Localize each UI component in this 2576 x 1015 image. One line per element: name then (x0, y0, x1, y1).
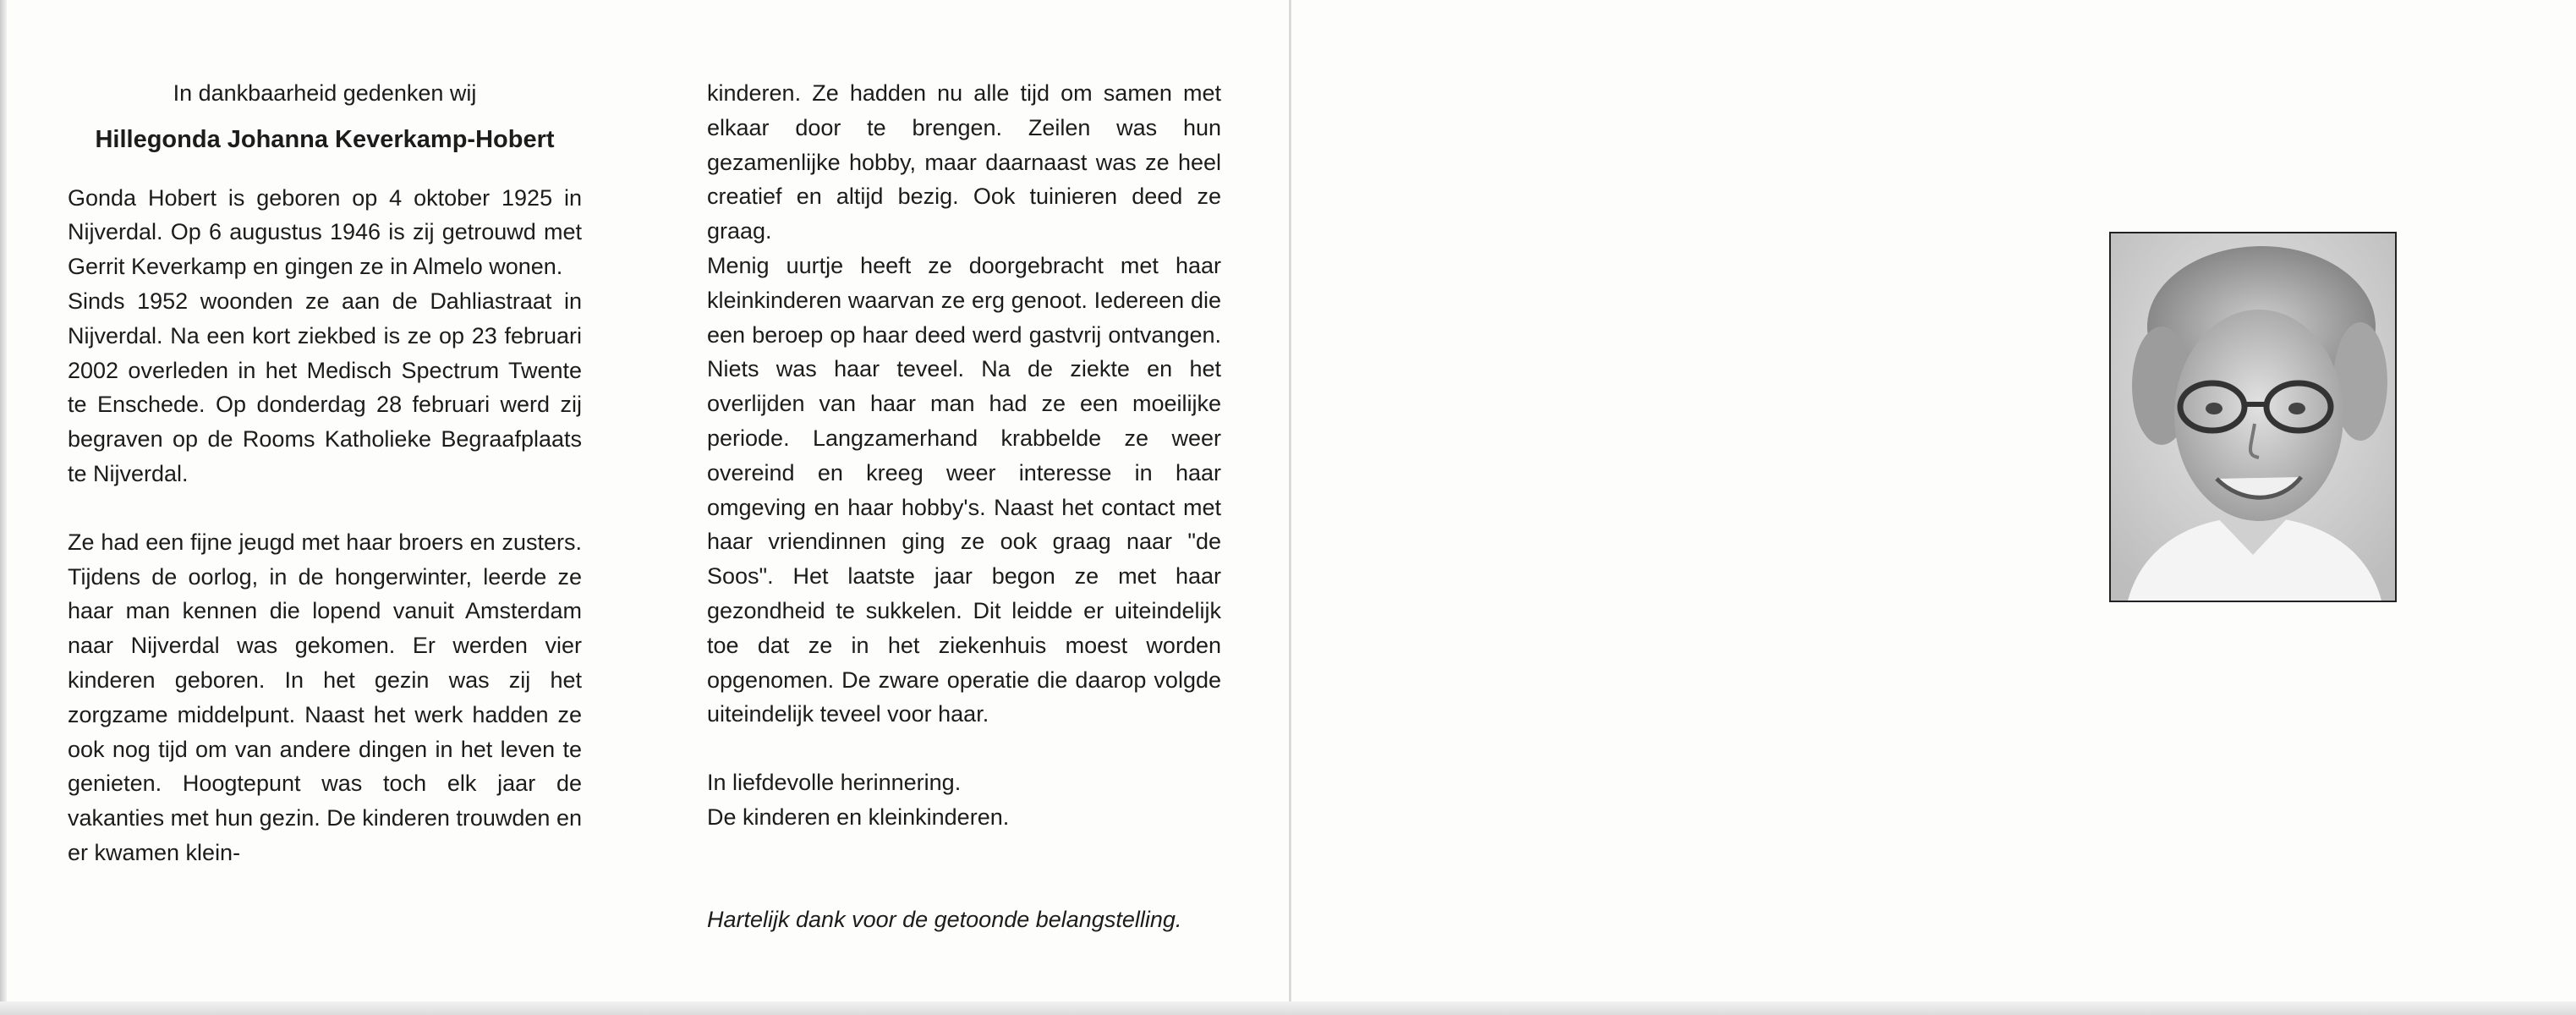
paragraph-death: Sinds 1952 woonden ze aan de Dahliastraat in Nijverdal. Na een kort ziekbed is ze op 23 februari 2002 overleden in het Medisch Spectrum Twente te Enschede. Op donderdag 28 februari werd zij begraven op de Rooms Katholieke Begraafplaats te Nijverdal. (68, 288, 582, 486)
left-text-column (68, 76, 582, 870)
paragraph-grandchildren: kinderen. Ze hadden nu alle tijd om samen met elkaar door te brengen. Zeilen was hun gezamenlijke hobby, maar daarnaast was ze heel creatief en altijd bezig. Ook tuinieren deed ze graag. (707, 80, 1221, 244)
paragraph-birth: Gonda Hobert is geboren op 4 oktober 1925 in Nijverdal. Op 6 augustus 1946 is zij getrouwd met Gerrit Keverkamp en gingen ze in Almelo wonen. (68, 184, 582, 280)
card-left-edge (0, 0, 7, 1015)
thanks-line: Hartelijk dank voor de getoonde belangstelling. (707, 906, 1182, 932)
portrait-photo (2109, 232, 2397, 602)
intro-line: In dankbaarheid gedenken wij (173, 80, 477, 106)
portrait-icon (2111, 233, 2395, 601)
paragraph-later-life: Menig uurtje heeft ze doorgebracht met haar kleinkinderen waarvan ze erg genoot. Iedereen die een beroep op haar deed werd gastvrij ontvangen. Niets was haar teveel. Na de ziekte en het overlijden van haar man had ze een moeilijke periode. Langzamerhand krabbelde ze weer overeind en kreeg weer interesse in haar omgeving en haar hobby's. Naast het contact met haar vriendinnen ging ze ook graag naar "de Soos". Het laatste jaar begon ze met haar gezondheid te sukkelen. Dit leidde er uiteindelijk toe dat ze in het ziekenhuis moest worden opgenomen. De zware operatie die daarop volgde uiteindelijk teveel voor haar. (707, 252, 1221, 727)
middle-text-column (707, 76, 1221, 937)
deceased-name: Hillegonda Johanna Keverkamp-Hobert (95, 125, 555, 153)
spacer (707, 835, 1221, 903)
closing-line-1: In liefdevolle herinnering. (707, 770, 962, 796)
closing-line-2: De kinderen en kleinkinderen. (707, 804, 1010, 830)
spacer (707, 732, 1221, 765)
card-bottom-edge (0, 1001, 2576, 1015)
spacer (68, 491, 582, 525)
card-fold (1289, 0, 1291, 1015)
paragraph-life: Ze had een fijne jeugd met haar broers en zusters. Tijdens de oorlog, in de hongerwinter, leerde ze haar man kennen die lopend vanuit Amsterdam naar Nijverdal was gekomen. Er werden vier kinderen geboren. In het gezin was zij het zorgzame middelpunt. Naast het werk hadden ze ook nog tijd om van andere dingen in het leven te genieten. Hoogtepunt was toch elk jaar de vakanties met hun gezin. De kinderen trouwden en er kwamen klein- (68, 529, 582, 865)
